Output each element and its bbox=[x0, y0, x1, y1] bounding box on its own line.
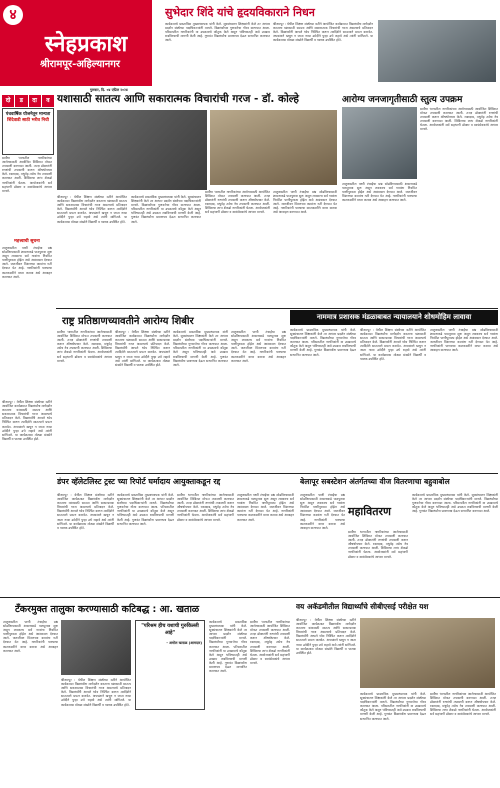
section-tab: दा bbox=[29, 95, 41, 107]
belapur-body-1: तालुक्यातील पाणी टंचाईचा प्रश्न सोडविण्यासाठी शासनाकडे पाठपुरावा सुरू असून लवकरच सर्व गावांना नियमित पाणीपुरवठा होईल असे आश्वासन देण्यात आले. जलजीवन मिशनच्या कामांना गती देण्यात येत आहे. नागरिकांनी पाण्याचा काटकसरीने वापर करावा असे आवाहन करण्यात आले. bbox=[300, 493, 345, 530]
left-column-text-2: तालुक्यातील पाणी टंचाईचा प्रश्न सोडविण्यासाठी शासनाकडे पाठपुरावा सुरू असून लवकरच सर्व गावांना नियमित पाणीपुरवठा होईल असे आश्वासन देण्यात आले. जलजीवन मिशनच्या कामांना गती देण्यात येत आहे. नागरिकांनी पाण्याचा काटकसरीने वापर करावा असे आवाहन करण्यात आले. bbox=[2, 246, 52, 279]
namma-body-1: कार्यक्रमाचे प्रास्ताविक मुख्याध्यापक यांनी केले. सूत्रसंचालन शिक्षकांनी केले तर आभार प्रदर्शन संस्थेच्या पदाधिकाऱ्यांनी मानले. विद्यार्थ्यांच्या गुणवत्तेचा गौरव करण्यात आला. परिसरातील नागरिकांनी या उपक्रमाचे कौतुक केले असून भविष्यातही असे उपक्रम राबविण्याची मागणी केली आहे. गुणवंत विद्यार्थ्यांना प्रमाणपत्र देऊन सन्मानित करण्यात आले. bbox=[290, 328, 356, 357]
yashasathi-photo bbox=[57, 110, 207, 190]
divider bbox=[56, 308, 498, 309]
quote-author: - अमोल खताळ (आमदार) bbox=[166, 641, 202, 645]
arogya-body-2: तालुक्यातील पाणी टंचाईचा प्रश्न सोडविण्यासाठी शासनाकडे पाठपुरावा सुरू असून लवकरच सर्व गावांना नियमित पाणीपुरवठा होईल असे आश्वासन देण्यात आले. जलजीवन मिशनच्या कामांना गती देण्यात येत आहे. नागरिकांनी पाण्याचा काटकसरीने वापर करावा असे आवाहन करण्यात आले. bbox=[342, 182, 417, 203]
ear-box bbox=[2, 108, 54, 155]
vay-headline: वय अकॅडमीतील विद्यार्थ्यांचे सीबीएसई परीक्षेत यश bbox=[296, 602, 429, 611]
left-column-text-3: श्रीरामपूर : येथील शिक्षण संस्थेच्या वतीने आयोजित कार्यक्रमात विद्यार्थ्यांना मार्गदर्शन करताना यशासाठी सातत्य आणि सकारात्मक विचारांची गरज असल्याचे प्रतिपादन केले. विद्यार्थ्यांनी आपले ध्येय निश्चित करून त्यादिशेने सातत्याने प्रयत्न करावेत. अपयशाने खचून न जाता नव्या उमेदीने पुन्हा उभे राहावे असे त्यांनी सांगितले. या कार्यक्रमास मोठ्या संख्येने विद्यार्थी व पालक उपस्थित होते. bbox=[2, 400, 52, 441]
vay-body-1: श्रीरामपूर : येथील शिक्षण संस्थेच्या वतीने आयोजित कार्यक्रमात विद्यार्थ्यांना मार्गदर्शन करताना यशासाठी सातत्य आणि सकारात्मक विचारांची गरज असल्याचे प्रतिपादन केले. विद्यार्थ्यांनी आपले ध्येय निश्चित करून त्यादिशेने सातत्याने प्रयत्न करावेत. अपयशाने खचून न जाता नव्या उमेदीने पुन्हा उभे राहावे असे त्यांनी सांगितले. या कार्यक्रमास मोठ्या संख्येने विद्यार्थी व पालक उपस्थित होते. bbox=[296, 618, 356, 655]
tanker-photo bbox=[61, 620, 131, 675]
rashtra-headline: राष्ट्र प्रतिष्ठाणच्यावतीने आरोग्य शिबीर bbox=[62, 316, 194, 327]
notice-head: महत्त्वाची सूचना bbox=[14, 239, 40, 244]
namma-body-2: श्रीरामपूर : येथील शिक्षण संस्थेच्या वतीने आयोजित कार्यक्रमात विद्यार्थ्यांना मार्गदर्शन करताना यशासाठी सातत्य आणि सकारात्मक विचारांची गरज असल्याचे प्रतिपादन केले. विद्यार्थ्यांनी आपले ध्येय निश्चित करून त्यादिशेने सातत्याने प्रयत्न करावेत. अपयशाने खचून न जाता नव्या उमेदीने पुन्हा उभे राहावे असे त्यांनी सांगितले. या कार्यक्रमास मोठ्या संख्येने विद्यार्थी व पालक उपस्थित होते. bbox=[360, 328, 426, 361]
ear-subtitle: शिंदेवाडी साठी भरीव निधी bbox=[7, 118, 49, 123]
left-column-text: ग्रामीण भागातील नागरिकांच्या आरोग्यासाठी आयोजित शिबिरात मोफत तपासणी करण्यात आली. तज्ज्ञ डॉक्टरांनी रुग्णांची तपासणी करून औषधोपचार केले. रक्तदाब, मधुमेह तसेच नेत्र तपासणी करण्यात आली. शिबिराचा लाभ शेकडो नागरिकांनी घेतला. आयोजकांनी सर्व सहभागी डॉक्टर व स्वयंसेवकांचे आभार मानले. bbox=[2, 156, 52, 193]
section-tabs bbox=[2, 95, 54, 107]
belapur-body-3: कार्यक्रमाचे प्रास्ताविक मुख्याध्यापक यांनी केले. सूत्रसंचालन शिक्षकांनी केले तर आभार प्रदर्शन संस्थेच्या पदाधिकाऱ्यांनी मानले. विद्यार्थ्यांच्या गुणवत्तेचा गौरव करण्यात आला. परिसरातील नागरिकांनी या उपक्रमाचे कौतुक केले असून भविष्यातही असे उपक्रम राबविण्याची मागणी केली आहे. गुणवंत विद्यार्थ्यांना प्रमाणपत्र देऊन सन्मानित करण्यात आले. bbox=[412, 493, 498, 514]
tanker-body-3: कार्यक्रमाचे प्रास्ताविक मुख्याध्यापक यांनी केले. सूत्रसंचालन शिक्षकांनी केले तर आभार प्रदर्शन संस्थेच्या पदाधिकाऱ्यांनी मानले. विद्यार्थ्यांच्या गुणवत्तेचा गौरव करण्यात आला. परिसरातील नागरिकांनी या उपक्रमाचे कौतुक केले असून भविष्यातही असे उपक्रम राबविण्याची मागणी केली आहे. गुणवंत विद्यार्थ्यांना प्रमाणपत्र देऊन सन्मानित करण्यात आले. bbox=[209, 620, 247, 674]
mahavitaran-logo bbox=[348, 500, 408, 526]
dumper-body-2: कार्यक्रमाचे प्रास्ताविक मुख्याध्यापक यांनी केले. सूत्रसंचालन शिक्षकांनी केले तर आभार प्रदर्शन संस्थेच्या पदाधिकाऱ्यांनी मानले. विद्यार्थ्यांच्या गुणवत्तेचा गौरव करण्यात आला. परिसरातील नागरिकांनी या उपक्रमाचे कौतुक केले असून भविष्यातही असे उपक्रम राबविण्याची मागणी केली आहे. गुणवंत विद्यार्थ्यांना प्रमाणपत्र देऊन सन्मानित करण्यात आले. bbox=[117, 493, 174, 526]
subhedar-photo bbox=[378, 20, 496, 82]
quote-box bbox=[135, 620, 205, 710]
subhedar-body: कार्यक्रमाचे प्रास्ताविक मुख्याध्यापक यांनी केले. सूत्रसंचालन शिक्षकांनी केले तर आभार प्रदर्शन संस्थेच्या पदाधिकाऱ्यांनी मानले. विद्यार्थ्यांच्या गुणवत्तेचा गौरव करण्यात आला. परिसरातील नागरिकांनी या उपक्रमाचे कौतुक केले असून भविष्यातही असे उपक्रम राबविण्याची मागणी केली आहे. गुणवंत विद्यार्थ्यांना प्रमाणपत्र देऊन सन्मानित करण्यात आले. bbox=[165, 22, 270, 43]
vay-body-3: ग्रामीण भागातील नागरिकांच्या आरोग्यासाठी आयोजित शिबिरात मोफत तपासणी करण्यात आली. तज्ज्ञ डॉक्टरांनी रुग्णांची तपासणी करून औषधोपचार केले. रक्तदाब, मधुमेह तसेच नेत्र तपासणी करण्यात आली. शिबिराचा लाभ शेकडो नागरिकांनी घेतला. आयोजकांनी सर्व सहभागी डॉक्टर व स्वयंसेवकांचे आभार मानले. bbox=[430, 692, 496, 717]
arogya-headline: आरोग्य जनजागृतीसाठी स्तुत्य उपक्रम bbox=[342, 95, 463, 105]
divider bbox=[0, 597, 500, 598]
yashasathi-headline: यशासाठी सातत्य आणि सकारात्मक विचारांची गरज - डॉ. कोल्हे bbox=[57, 93, 299, 105]
divider bbox=[56, 473, 498, 474]
section-tab: व bbox=[42, 95, 54, 107]
rashtra-body-3: कार्यक्रमाचे प्रास्ताविक मुख्याध्यापक यांनी केले. सूत्रसंचालन शिक्षकांनी केले तर आभार प्रदर्शन संस्थेच्या पदाधिकाऱ्यांनी मानले. विद्यार्थ्यांच्या गुणवत्तेचा गौरव करण्यात आला. परिसरातील नागरिकांनी या उपक्रमाचे कौतुक केले असून भविष्यातही असे उपक्रम राबविण्याची मागणी केली आहे. गुणवंत विद्यार्थ्यांना प्रमाणपत्र देऊन सन्मानित करण्यात आले. bbox=[173, 330, 228, 367]
quote-text: "परिश्रम हीच यशाची गुरुकिल्ली आहे" bbox=[141, 623, 199, 636]
arogya-body-1: ग्रामीण भागातील नागरिकांच्या आरोग्यासाठी आयोजित शिबिरात मोफत तपासणी करण्यात आली. तज्ज्ञ डॉक्टरांनी रुग्णांची तपासणी करून औषधोपचार केले. रक्तदाब, मधुमेह तसेच नेत्र तपासणी करण्यात आली. शिबिराचा लाभ शेकडो नागरिकांनी घेतला. आयोजकांनी सर्व सहभागी डॉक्टर व स्वयंसेवकांचे आभार मानले. bbox=[420, 107, 498, 132]
tanker-headline: टँकरमुक्त तालुका करण्यासाठी कटिबद्ध : आ. खताळ bbox=[15, 604, 200, 615]
subhedar-headline: सुभेदार शिंदे यांचे हृदयविकाराने निधन bbox=[165, 6, 315, 19]
issue-number-badge: ४ bbox=[3, 5, 23, 25]
dumper-body-3: ग्रामीण भागातील नागरिकांच्या आरोग्यासाठी आयोजित शिबिरात मोफत तपासणी करण्यात आली. तज्ज्ञ डॉक्टरांनी रुग्णांची तपासणी करून औषधोपचार केले. रक्तदाब, मधुमेह तसेच नेत्र तपासणी करण्यात आली. शिबिराचा लाभ शेकडो नागरिकांनी घेतला. आयोजकांनी सर्व सहभागी डॉक्टर व स्वयंसेवकांचे आभार मानले. bbox=[177, 493, 234, 522]
newspaper-city: श्रीरामपूर-अहिल्यानगर bbox=[39, 59, 121, 70]
arogya-photo bbox=[342, 107, 417, 179]
yashasathi-body-4: तालुक्यातील पाणी टंचाईचा प्रश्न सोडविण्यासाठी शासनाकडे पाठपुरावा सुरू असून लवकरच सर्व गावांना नियमित पाणीपुरवठा होईल असे आश्वासन देण्यात आले. जलजीवन मिशनच्या कामांना गती देण्यात येत आहे. नागरिकांनी पाण्याचा काटकसरीने वापर करावा असे आवाहन करण्यात आले. bbox=[273, 190, 337, 215]
newspaper-name: स्नेहप्रकाश bbox=[44, 32, 128, 57]
namma-body-3: तालुक्यातील पाणी टंचाईचा प्रश्न सोडविण्यासाठी शासनाकडे पाठपुरावा सुरू असून लवकरच सर्व गावांना नियमित पाणीपुरवठा होईल असे आश्वासन देण्यात आले. जलजीवन मिशनच्या कामांना गती देण्यात येत आहे. नागरिकांनी पाण्याचा काटकसरीने वापर करावा असे आवाहन करण्यात आले. bbox=[430, 328, 498, 353]
rashtra-body-2: श्रीरामपूर : येथील शिक्षण संस्थेच्या वतीने आयोजित कार्यक्रमात विद्यार्थ्यांना मार्गदर्शन करताना यशासाठी सातत्य आणि सकारात्मक विचारांची गरज असल्याचे प्रतिपादन केले. विद्यार्थ्यांनी आपले ध्येय निश्चित करून त्यादिशेने सातत्याने प्रयत्न करावेत. अपयशाने खचून न जाता नव्या उमेदीने पुन्हा उभे राहावे असे त्यांनी सांगितले. या कार्यक्रमास मोठ्या संख्येने विद्यार्थी व पालक उपस्थित होते. bbox=[115, 330, 170, 367]
subhedar-body-2: श्रीरामपूर : येथील शिक्षण संस्थेच्या वतीने आयोजित कार्यक्रमात विद्यार्थ्यांना मार्गदर्शन करताना यशासाठी सातत्य आणि सकारात्मक विचारांची गरज असल्याचे प्रतिपादन केले. विद्यार्थ्यांनी आपले ध्येय निश्चित करून त्यादिशेने सातत्याने प्रयत्न करावेत. अपयशाने खचून न जाता नव्या उमेदीने पुन्हा उभे राहावे असे त्यांनी सांगितले. या कार्यक्रमास मोठ्या संख्येने विद्यार्थी व पालक उपस्थित होते. bbox=[273, 22, 373, 43]
tanker-body-4: ग्रामीण भागातील नागरिकांच्या आरोग्यासाठी आयोजित शिबिरात मोफत तपासणी करण्यात आली. तज्ज्ञ डॉक्टरांनी रुग्णांची तपासणी करून औषधोपचार केले. रक्तदाब, मधुमेह तसेच नेत्र तपासणी करण्यात आली. शिबिराचा लाभ शेकडो नागरिकांनी घेतला. आयोजकांनी सर्व सहभागी डॉक्टर व स्वयंसेवकांचे आभार मानले. bbox=[250, 620, 290, 665]
dumper-body-1: श्रीरामपूर : येथील शिक्षण संस्थेच्या वतीने आयोजित कार्यक्रमात विद्यार्थ्यांना मार्गदर्शन करताना यशासाठी सातत्य आणि सकारात्मक विचारांची गरज असल्याचे प्रतिपादन केले. विद्यार्थ्यांनी आपले ध्येय निश्चित करून त्यादिशेने सातत्याने प्रयत्न करावेत. अपयशाने खचून न जाता नव्या उमेदीने पुन्हा उभे राहावे असे त्यांनी सांगितले. या कार्यक्रमास मोठ्या संख्येने विद्यार्थी व पालक उपस्थित होते. bbox=[57, 493, 114, 530]
yashasathi-body-3: ग्रामीण भागातील नागरिकांच्या आरोग्यासाठी आयोजित शिबिरात मोफत तपासणी करण्यात आली. तज्ज्ञ डॉक्टरांनी रुग्णांची तपासणी करून औषधोपचार केले. रक्तदाब, मधुमेह तसेच नेत्र तपासणी करण्यात आली. शिबिराचा लाभ शेकडो नागरिकांनी घेतला. आयोजकांनी सर्व सहभागी डॉक्टर व स्वयंसेवकांचे आभार मानले. bbox=[205, 190, 270, 215]
masthead bbox=[0, 0, 152, 86]
yashasathi-photo-2 bbox=[210, 110, 337, 185]
ear-title: पंचवार्षिक योजनेतून मान्यता bbox=[5, 112, 51, 117]
tanker-body-2: श्रीरामपूर : येथील शिक्षण संस्थेच्या वतीने आयोजित कार्यक्रमात विद्यार्थ्यांना मार्गदर्शन करताना यशासाठी सातत्य आणि सकारात्मक विचारांची गरज असल्याचे प्रतिपादन केले. विद्यार्थ्यांनी आपले ध्येय निश्चित करून त्यादिशेने सातत्याने प्रयत्न करावेत. अपयशाने खचून न जाता नव्या उमेदीने पुन्हा उभे राहावे असे त्यांनी सांगितले. या कार्यक्रमास मोठ्या संख्येने विद्यार्थी व पालक उपस्थित होते. bbox=[61, 678, 131, 707]
vay-body-2: कार्यक्रमाचे प्रास्ताविक मुख्याध्यापक यांनी केले. सूत्रसंचालन शिक्षकांनी केले तर आभार प्रदर्शन संस्थेच्या पदाधिकाऱ्यांनी मानले. विद्यार्थ्यांच्या गुणवत्तेचा गौरव करण्यात आला. परिसरातील नागरिकांनी या उपक्रमाचे कौतुक केले असून भविष्यातही असे उपक्रम राबविण्याची मागणी केली आहे. गुणवंत विद्यार्थ्यांना प्रमाणपत्र देऊन सन्मानित करण्यात आले. bbox=[360, 692, 426, 721]
vay-photo bbox=[360, 618, 495, 688]
date-line: गुरुवार, दि. ०४ एप्रिल २०२४ bbox=[90, 88, 128, 92]
yashasathi-body-1: श्रीरामपूर : येथील शिक्षण संस्थेच्या वतीने आयोजित कार्यक्रमात विद्यार्थ्यांना मार्गदर्शन करताना यशासाठी सातत्य आणि सकारात्मक विचारांची गरज असल्याचे प्रतिपादन केले. विद्यार्थ्यांनी आपले ध्येय निश्चित करून त्यादिशेने सातत्याने प्रयत्न करावेत. अपयशाने खचून न जाता नव्या उमेदीने पुन्हा उभे राहावे असे त्यांनी सांगितले. या कार्यक्रमास मोठ्या संख्येने विद्यार्थी व पालक उपस्थित होते. bbox=[57, 195, 127, 224]
rashtra-body-1: ग्रामीण भागातील नागरिकांच्या आरोग्यासाठी आयोजित शिबिरात मोफत तपासणी करण्यात आली. तज्ज्ञ डॉक्टरांनी रुग्णांची तपासणी करून औषधोपचार केले. रक्तदाब, मधुमेह तसेच नेत्र तपासणी करण्यात आली. शिबिराचा लाभ शेकडो नागरिकांनी घेतला. आयोजकांनी सर्व सहभागी डॉक्टर व स्वयंसेवकांचे आभार मानले. bbox=[57, 330, 112, 363]
section-tab: ड bbox=[15, 95, 27, 107]
dumper-headline: डंपर व्हॅलेटलिस्ट ट्रस्ट च्या रिपोर्ट घर्मादाय आयुक्ताकडून रद्द bbox=[57, 477, 221, 486]
namma-headline: नाममात्र प्रशासक मंडळाबाबत न्यायालयाने शोधमोहिम लावावा bbox=[316, 313, 472, 321]
rashtra-body-4: तालुक्यातील पाणी टंचाईचा प्रश्न सोडविण्यासाठी शासनाकडे पाठपुरावा सुरू असून लवकरच सर्व गावांना नियमित पाणीपुरवठा होईल असे आश्वासन देण्यात आले. जलजीवन मिशनच्या कामांना गती देण्यात येत आहे. नागरिकांनी पाण्याचा काटकसरीने वापर करावा असे आवाहन करण्यात आले. bbox=[231, 330, 286, 363]
namma-headline-box bbox=[290, 310, 498, 325]
section-tab: दो bbox=[2, 95, 14, 107]
dumper-body-4: तालुक्यातील पाणी टंचाईचा प्रश्न सोडविण्यासाठी शासनाकडे पाठपुरावा सुरू असून लवकरच सर्व गावांना नियमित पाणीपुरवठा होईल असे आश्वासन देण्यात आले. जलजीवन मिशनच्या कामांना गती देण्यात येत आहे. नागरिकांनी पाण्याचा काटकसरीने वापर करावा असे आवाहन करण्यात आले. bbox=[237, 493, 294, 522]
belapur-body-2: ग्रामीण भागातील नागरिकांच्या आरोग्यासाठी आयोजित शिबिरात मोफत तपासणी करण्यात आली. तज्ज्ञ डॉक्टरांनी रुग्णांची तपासणी करून औषधोपचार केले. रक्तदाब, मधुमेह तसेच नेत्र तपासणी करण्यात आली. शिबिराचा लाभ शेकडो नागरिकांनी घेतला. आयोजकांनी सर्व सहभागी डॉक्टर व स्वयंसेवकांचे आभार मानले. bbox=[348, 530, 408, 559]
yashasathi-body-2: कार्यक्रमाचे प्रास्ताविक मुख्याध्यापक यांनी केले. सूत्रसंचालन शिक्षकांनी केले तर आभार प्रदर्शन संस्थेच्या पदाधिकाऱ्यांनी मानले. विद्यार्थ्यांच्या गुणवत्तेचा गौरव करण्यात आला. परिसरातील नागरिकांनी या उपक्रमाचे कौतुक केले असून भविष्यातही असे उपक्रम राबविण्याची मागणी केली आहे. गुणवंत विद्यार्थ्यांना प्रमाणपत्र देऊन सन्मानित करण्यात आले. bbox=[131, 195, 201, 224]
belapur-headline: बेलापूर सबस्टेशन अंतर्गतच्या वीज वितरणाचा बहुवाबोल bbox=[300, 477, 450, 486]
tanker-body-1: तालुक्यातील पाणी टंचाईचा प्रश्न सोडविण्यासाठी शासनाकडे पाठपुरावा सुरू असून लवकरच सर्व गावांना नियमित पाणीपुरवठा होईल असे आश्वासन देण्यात आले. जलजीवन मिशनच्या कामांना गती देण्यात येत आहे. नागरिकांनी पाण्याचा काटकसरीने वापर करावा असे आवाहन करण्यात आले. bbox=[3, 620, 58, 653]
mahavitaran-logo-text: महावितरण bbox=[348, 505, 391, 518]
